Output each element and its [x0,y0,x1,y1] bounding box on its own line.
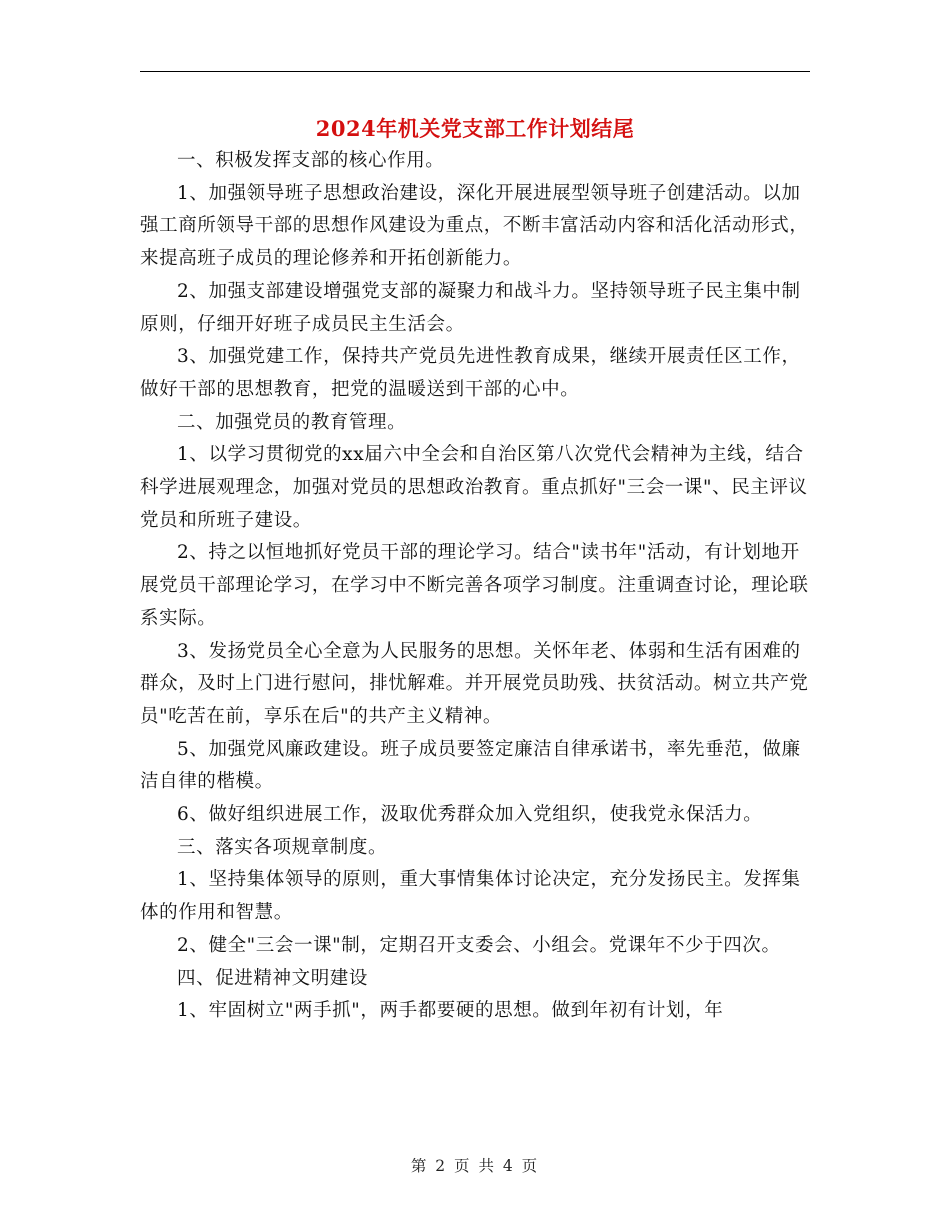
header-rule [140,71,810,72]
paragraph: 2、持之以恒地抓好党员干部的理论学习。结合"读书年"活动，有计划地开展党员干部理论学习，在学习中不断完善各项学习制度。注重调查讨论，理论联系实际。 [140,542,809,629]
page-number: 第 2 页 共 4 页 [410,1157,540,1175]
paragraph: 2、健全"三会一课"制，定期召开支委会、小组会。党课年不少于四次。 [177,934,781,956]
paragraph: 1、坚持集体领导的原则，重大事情集体讨论决定，充分发扬民主。发挥集体的作用和智慧。 [140,869,801,924]
paragraph: 2、加强支部建设增强党支部的凝聚力和战斗力。坚持领导班子民主集中制原则，仔细开好班子成员民主生活会。 [140,280,801,335]
paragraph-section-3-heading: 三、落实各项规章制度。 [177,836,388,858]
paragraph: 1、以学习贯彻党的xx届六中全会和自治区第八次党代会精神为主线，结合科学进展观理念，加强对党员的思想政治教育。重点抓好"三会一课"、民主评议党员和所班子建设。 [140,444,808,531]
paragraph: 1、加强领导班子思想政治建设，深化开展进展型领导班子创建活动。以加强工商所领导干部的思想作风建设为重点，不断丰富活动内容和活化活动形式，来提高班子成员的理论修养和开拓创新能力。 [140,182,809,270]
paragraph: 6、做好组织进展工作，汲取优秀群众加入党组织，使我党永保活力。 [177,804,763,826]
document-body [140,145,812,1028]
paragraph-section-1-heading: 一、积极发挥支部的核心作用。 [177,150,445,171]
paragraph: 5、加强党风廉政建设。班子成员要签定廉洁自律承诺书，率先垂范，做廉洁自律的楷模。 [140,738,801,793]
paragraph: 3、加强党建工作，保持共产党员先进性教育成果，继续开展责任区工作，做好干部的思想教育，把党的温暖送到干部的心中。 [140,346,801,400]
paragraph: 1、牢固树立"两手抓"，两手都要硬的思想。做到年初有计划，年 [177,1000,724,1022]
paragraph: 3、发扬党员全心全意为人民服务的思想。关怀年老、体弱和生活有困难的群众，及时上门进行慰问，排忧解难。并开展党员助残、扶贫活动。树立共产党员"吃苦在前，享乐在后"的共产主义精神。 [140,640,809,727]
paragraph-section-2-heading: 二、加强党员的教育管理。 [177,411,407,433]
paragraph-section-4-heading: 四、促进精神文明建设 [177,967,369,989]
document-title: 2024年机关党支部工作计划结尾 [315,116,635,141]
